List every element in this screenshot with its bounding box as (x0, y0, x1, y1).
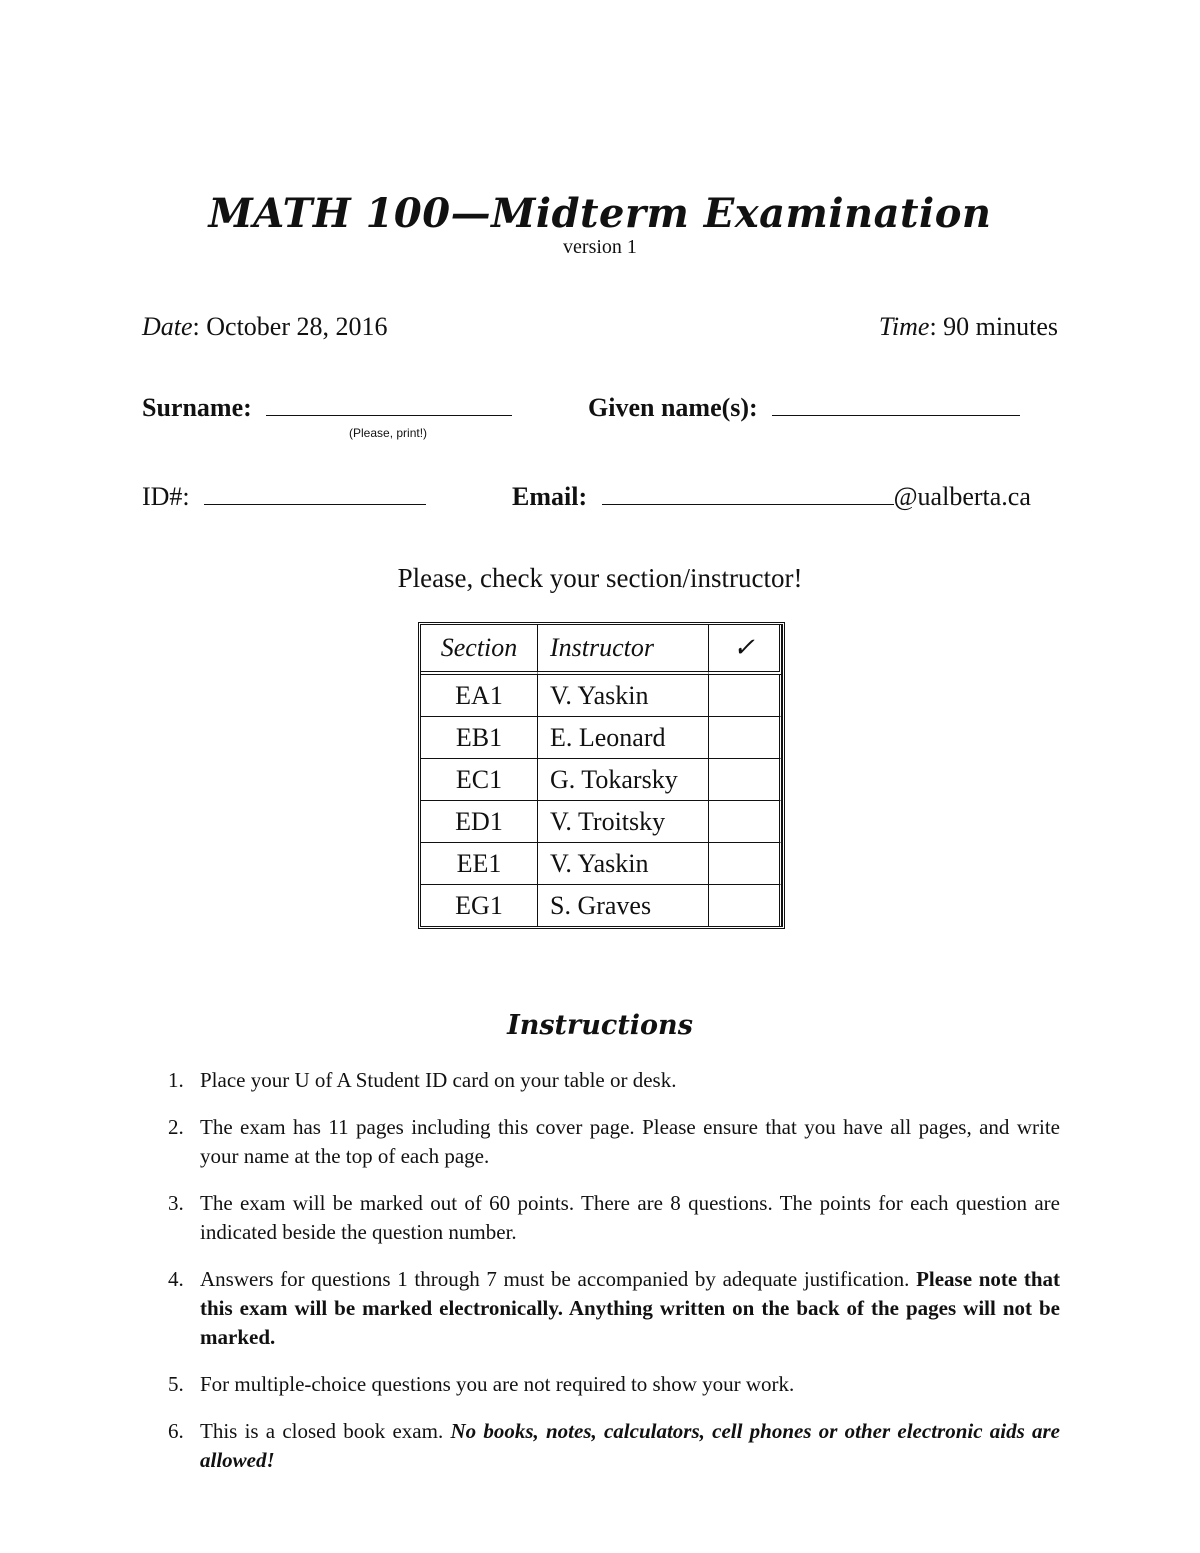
list-item (160, 1417, 1060, 1475)
table-row (421, 717, 782, 759)
item-bold-note: Please note that this exam will be marked electronically. Anything written on the back of the pages will not be marked. (200, 1267, 1060, 1349)
item-number: 6. (168, 1419, 184, 1443)
list-item (160, 1113, 1060, 1171)
list-item (160, 1189, 1060, 1247)
section-cell: EG1 (421, 885, 538, 926)
instructor-cell: E. Leonard (538, 717, 709, 759)
date-label: Date (142, 312, 193, 341)
section-cell: EC1 (421, 759, 538, 801)
item-text: Answers for questions 1 through 7 must be accompanied by adequate justification. (200, 1267, 910, 1291)
given-name-label: Given name(s): (588, 393, 758, 422)
item-number: 3. (168, 1191, 184, 1215)
given-name-field (588, 393, 1020, 423)
section-cell: ED1 (421, 801, 538, 843)
exam-version: version 1 (563, 236, 637, 258)
id-blank[interactable] (204, 502, 426, 505)
list-item (160, 1370, 1060, 1399)
email-label: Email: (512, 482, 588, 511)
section-cell: EA1 (421, 675, 538, 717)
id-label: ID#: (142, 482, 190, 511)
item-text: The exam will be marked out of 60 points. There are 8 questions. The points for each question are indicated beside the question number. (200, 1191, 1060, 1244)
id-field (142, 482, 426, 512)
instructor-cell: S. Graves (538, 885, 709, 926)
section-prompt: Please, check your section/instructor! (397, 563, 803, 593)
instructor-cell: V. Yaskin (538, 675, 709, 717)
date-value: : October 28, 2016 (192, 312, 388, 341)
item-text: Place your U of A Student ID card on your table or desk. (200, 1068, 677, 1092)
check-cell[interactable] (709, 717, 782, 759)
email-blank[interactable] (602, 502, 894, 505)
surname-field (142, 393, 512, 423)
check-cell[interactable] (709, 759, 782, 801)
instructions-list (160, 1066, 1060, 1493)
exam-title: MATH 100—Midterm Examination (208, 190, 992, 237)
item-number: 1. (168, 1068, 184, 1092)
section-cell: EB1 (421, 717, 538, 759)
item-number: 5. (168, 1372, 184, 1396)
time-line (879, 312, 1058, 342)
list-item (160, 1265, 1060, 1352)
header-section: Section (421, 625, 538, 675)
check-cell[interactable] (709, 801, 782, 843)
table-row (421, 759, 782, 801)
date-line (142, 312, 388, 342)
given-name-blank[interactable] (772, 413, 1020, 416)
item-text: For multiple-choice questions you are not required to show your work. (200, 1372, 795, 1396)
section-table-header (421, 625, 782, 675)
email-field (512, 482, 1031, 512)
time-value: : 90 minutes (929, 312, 1058, 341)
instructor-cell: V. Yaskin (538, 843, 709, 885)
check-cell[interactable] (709, 675, 782, 717)
table-row (421, 843, 782, 885)
table-row (421, 801, 782, 843)
section-table (418, 622, 785, 929)
item-number: 2. (168, 1115, 184, 1139)
item-text: The exam has 11 pages including this cover page. Please ensure that you have all pages, and write your name at the top of each page. (200, 1115, 1060, 1168)
item-number: 4. (168, 1267, 184, 1291)
table-row (421, 675, 782, 717)
instructor-cell: G. Tokarsky (538, 759, 709, 801)
table-row (421, 885, 782, 926)
email-suffix: @ualberta.ca (893, 482, 1031, 511)
surname-hint: (Please, print!) (349, 426, 428, 440)
section-cell: EE1 (421, 843, 538, 885)
time-label: Time (878, 312, 930, 341)
check-cell[interactable] (709, 843, 782, 885)
item-emphasis: No books, notes, calculators, cell phones or other electronic aids are allowed! (200, 1419, 1060, 1472)
header-instructor: Instructor (538, 625, 709, 675)
surname-label: Surname: (142, 393, 252, 422)
check-cell[interactable] (709, 885, 782, 926)
header-check: ✓ (709, 625, 782, 675)
instructor-cell: V. Troitsky (538, 801, 709, 843)
item-text: This is a closed book exam. (200, 1419, 444, 1443)
instructions-title: Instructions (507, 1010, 693, 1041)
surname-blank[interactable] (266, 413, 512, 416)
list-item (160, 1066, 1060, 1095)
